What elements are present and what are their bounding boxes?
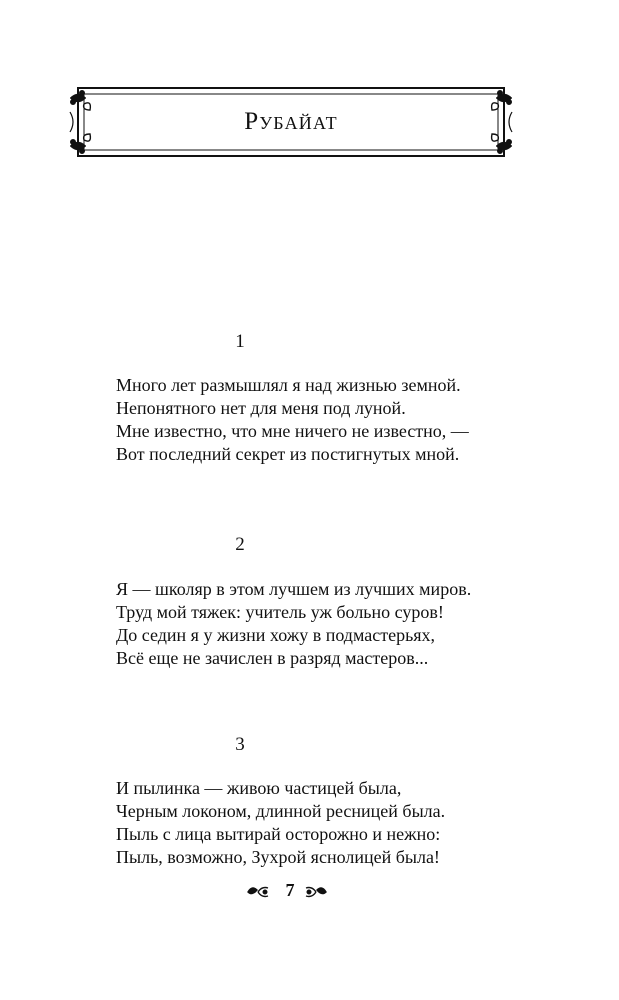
header-frame [62, 82, 520, 162]
fleuron-right-icon [304, 882, 328, 902]
stanza [116, 777, 536, 869]
verse-line: Вот последний секрет из постигнутых мной. [116, 444, 460, 464]
verse-line: До седин я у жизни хожу в подмастерьях, [116, 625, 436, 645]
verse-line: Пыль, возможно, Зухрой яснолицей была! [116, 847, 440, 867]
verse-line: Черным локоном, длинной ресницей была. [116, 801, 446, 821]
page-title: Рубайат [244, 108, 338, 135]
stanza [116, 374, 536, 466]
verse-line: Много лет размышлял я над жизнью земной. [116, 375, 461, 395]
fleuron-left-icon [246, 882, 270, 902]
verse-line: Труд мой тяжек: учитель уж больно суров! [116, 602, 444, 622]
verse-line: И пылинка — живою частицей была, [116, 778, 402, 798]
verse-line: Всё еще не зачислен в разряд мастеров... [116, 648, 429, 668]
stanza-number: 1 [235, 331, 245, 352]
stanza-number: 2 [235, 534, 245, 555]
verse-line: Я — школяр в этом лучшем из лучших миров. [116, 579, 472, 599]
stanza [116, 578, 536, 670]
page-footer [0, 880, 619, 904]
page-number: 7 [285, 880, 295, 900]
verse-line: Пыль с лица вытирай осторожно и нежно: [116, 824, 441, 844]
verse-line: Непонятного нет для меня под луной. [116, 398, 406, 418]
stanza-number: 3 [235, 734, 245, 755]
verse-line: Мне известно, что мне ничего не известно, — [116, 421, 469, 441]
